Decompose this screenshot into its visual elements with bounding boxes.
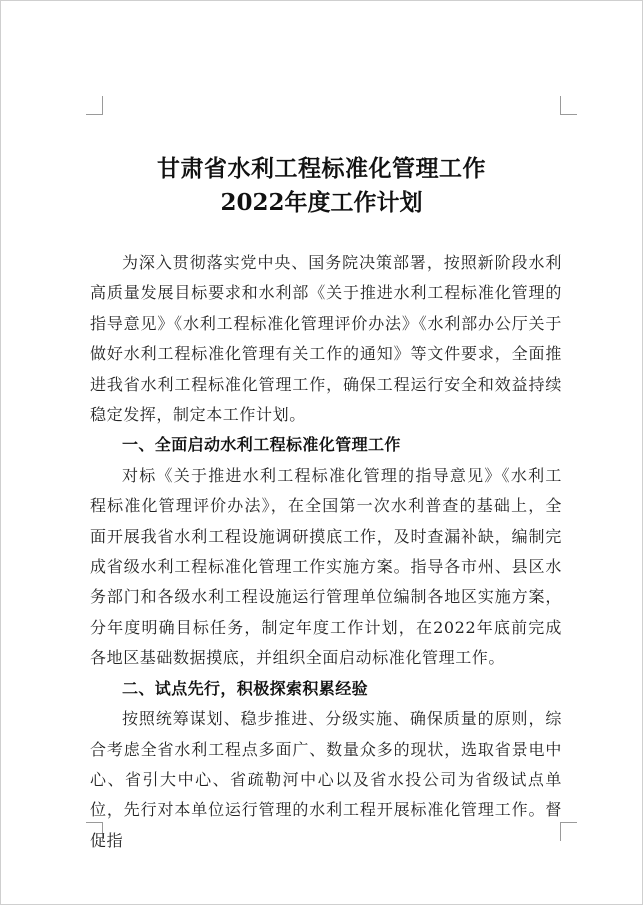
document-body <box>90 248 562 856</box>
document-subtitle: 2022年度工作计划 <box>220 189 423 216</box>
document-title: 甘肃省水利工程标准化管理工作 <box>157 155 486 182</box>
section-heading-1: 一、全面启动水利工程标准化管理工作 <box>122 435 401 455</box>
crop-mark-bottom-right <box>560 822 577 841</box>
crop-mark-top-right <box>560 96 577 115</box>
section-paragraph-2: 按照统筹谋划、稳步推进、分级实施、确保质量的原则，综合考虑全省水利工程点多面广、数量众多的现状，选取省景电中心、省引大中心、省疏勒河中心以及省水投公司为省级试点单位，先行对本单位运行管理的水利工程开展标准化管理工作。督促指 <box>90 709 562 850</box>
crop-mark-top-left <box>86 96 103 115</box>
intro-paragraph: 为深入贯彻落实党中央、国务院决策部署，按照新阶段水利高质量发展目标要求和水利部《关于推进水利工程标准化管理的指导意见》《水利工程标准化管理评价办法》《水利部办公厅关于做好水利工程标准化管理有关工作的通知》等文件要求，全面推进我省水利工程标准化管理工作，确保工程运行安全和效益持续稳定发挥，制定本工作计划。 <box>90 253 562 425</box>
section-paragraph-1: 对标《关于推进水利工程标准化管理的指导意见》《水利工程标准化管理评价办法》，在全国第一次水利普查的基础上，全面开展我省水利工程设施调研摸底工作，及时查漏补缺，编制完成省级水利工程标准化管理工作实施方案。指导各市州、县区水务部门和各级水利工程设施运行管理单位编制各地区实施方案，分年度明确目标任务，制定年度工作计划，在2022年底前完成各地区基础数据摸底，并组织全面启动标准化管理工作。 <box>90 465 562 668</box>
section-heading-2: 二、试点先行，积极探索积累经验 <box>122 678 369 698</box>
